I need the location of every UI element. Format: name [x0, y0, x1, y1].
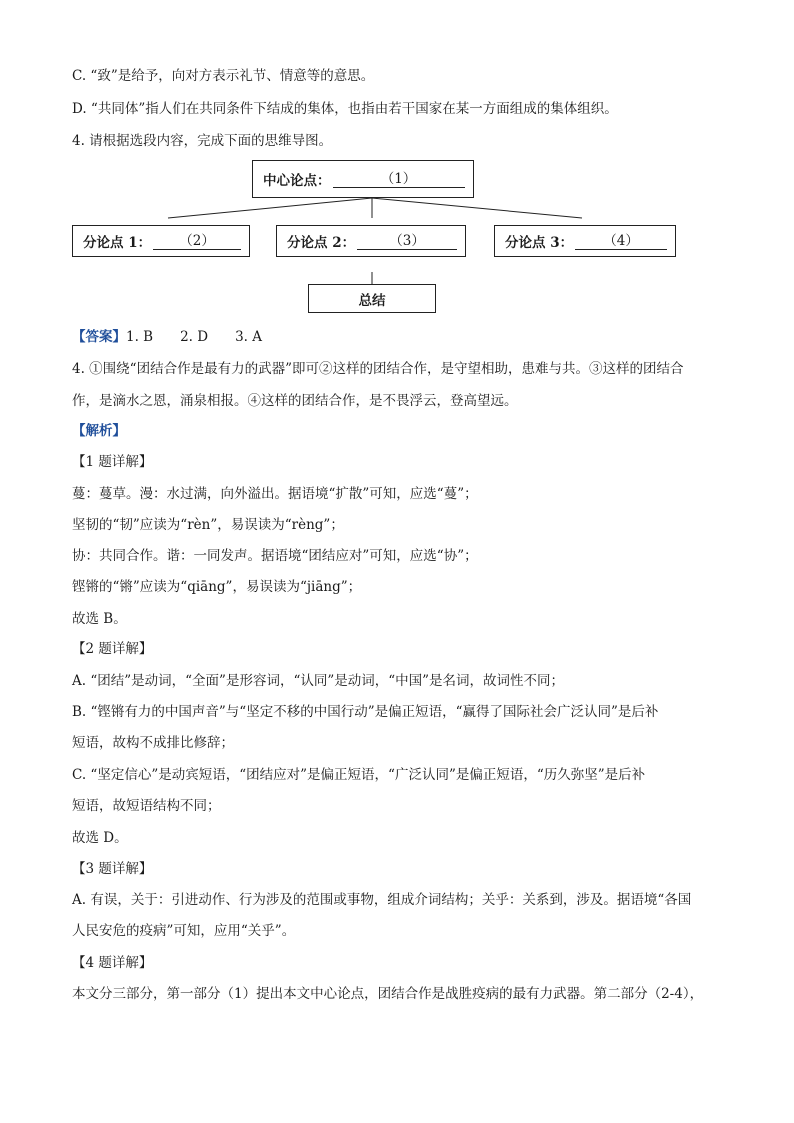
- section-2-line-6: 故选 D。: [72, 830, 128, 846]
- answer-line: [72, 328, 262, 346]
- section-4-title: 【4 题详解】: [72, 955, 153, 971]
- center-thesis-box: [252, 160, 474, 198]
- center-thesis-label: 中心论点：: [263, 173, 331, 189]
- section-2-line-4: C. “坚定信心”是动宾短语，“团结应对”是偏正短语，“广泛认同”是偏正短语，“历久弥坚”是后补: [72, 767, 646, 783]
- section-1-line-3: 协：共同合作。谐：一同发声。据语境“团结应对”可知，应选“协”；: [72, 548, 478, 564]
- answer-q4-line-1: 4. ①围绕“团结合作是最有力的武器”即可②这样的团结合作，是守望相助，患难与共。③这样的团结合: [72, 361, 684, 377]
- section-4-line-1: 本文分三部分，第一部分（1）提出本文中心论点，团结合作是战胜疫病的最有力武器。第二部分（2-4），: [72, 986, 704, 1002]
- section-2-line-5: 短语，故短语结构不同；: [72, 798, 221, 814]
- sub-point-1-blank: （2）: [153, 233, 241, 250]
- answer-text: 1. B 2. D 3. A: [126, 329, 263, 345]
- analysis-tag: 【解析】: [72, 423, 126, 439]
- sub-point-1-label: 分论点 1：: [83, 235, 152, 251]
- sub-point-2-blank: （3）: [357, 233, 457, 250]
- section-2-line-1: A. “团结”是动词，“全面”是形容词，“认同”是动词，“中国”是名词，故词性不同；: [72, 673, 565, 689]
- summary-box: 总结: [308, 284, 436, 313]
- section-2-line-2: B. “铿锵有力的中国声音”与“坚定不移的中国行动”是偏正短语，“赢得了国际社会广泛认同”是后补: [72, 704, 659, 720]
- section-2-line-3: 短语，故构不成排比修辞；: [72, 735, 234, 751]
- option-d-line: D. “共同体”指人们在共同条件下结成的集体，也指由若干国家在某一方面组成的集体组织。: [72, 101, 618, 117]
- section-2-title: 【2 题详解】: [72, 641, 153, 657]
- question-4-line: 4. 请根据选段内容，完成下面的思维导图。: [72, 133, 333, 149]
- section-1-line-1: 蔓：蔓草。漫：水过满，向外溢出。据语境“扩散”可知，应选“蔓”；: [72, 486, 478, 502]
- answer-tag: 【答案】: [72, 329, 126, 345]
- sub-point-3-blank: （4）: [575, 233, 667, 250]
- section-3-title: 【3 题详解】: [72, 861, 153, 877]
- sub-point-2-box: [276, 225, 466, 257]
- center-thesis-blank: （1）: [333, 171, 465, 188]
- section-1-line-5: 故选 B。: [72, 611, 127, 627]
- section-3-line-2: 人民安危的疫病”可知，应用“关乎”。: [72, 923, 296, 939]
- section-1-line-4: 铿锵的“锵”应读为“qiāng”，易误读为“jiāng”；: [72, 579, 362, 595]
- sub-point-2-label: 分论点 2：: [287, 235, 356, 251]
- sub-point-1-box: [72, 225, 250, 257]
- sub-point-3-label: 分论点 3：: [505, 235, 574, 251]
- section-3-line-1: A. 有误，关于：引进动作、行为涉及的范围或事物，组成介词结构；关乎：关系到，涉及。据语境“各国: [72, 892, 692, 908]
- section-1-line-2: 坚韧的“韧”应读为“rèn”，易误读为“rèng”；: [72, 517, 344, 533]
- answer-q4-line-2: 作，是滴水之恩，涌泉相报。④这样的团结合作，是不畏浮云，登高望远。: [72, 393, 518, 409]
- option-c-line: C. “致”是给予，向对方表示礼节、情意等的意思。: [72, 68, 375, 84]
- section-1-title: 【1 题详解】: [72, 454, 153, 470]
- sub-point-3-box: [494, 225, 676, 257]
